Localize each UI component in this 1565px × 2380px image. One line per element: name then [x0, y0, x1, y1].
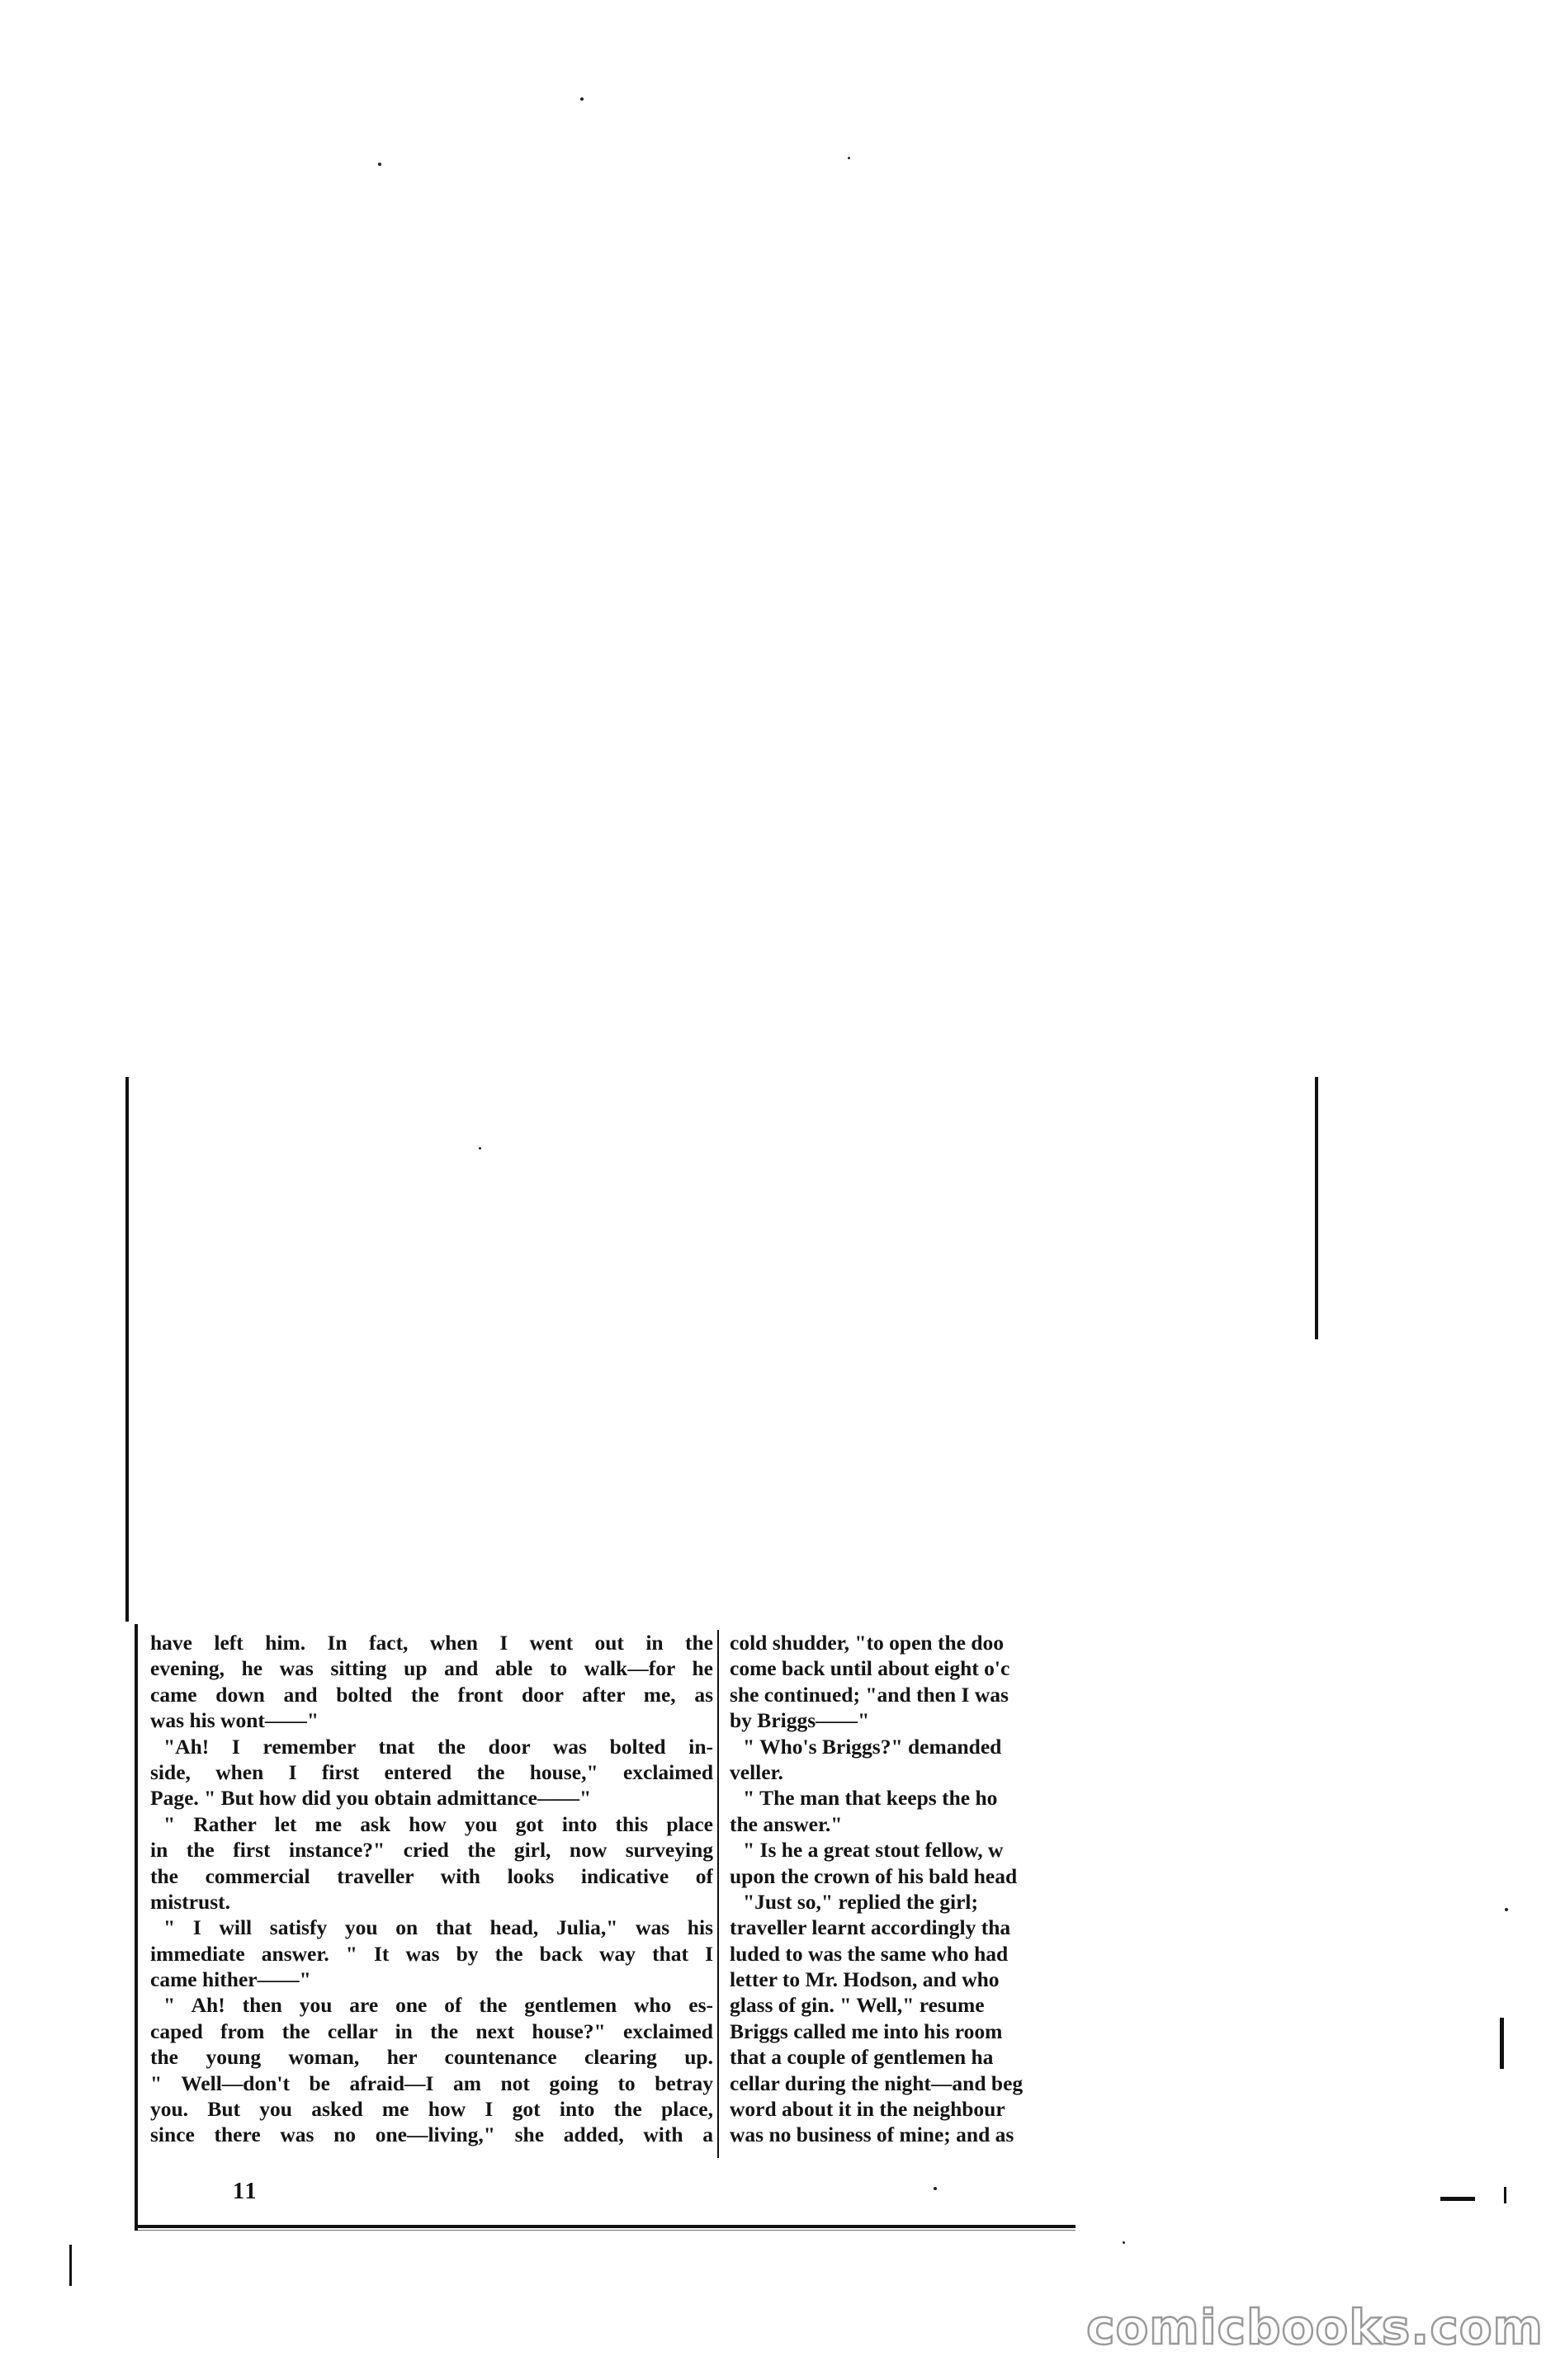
text-line: the answer."	[730, 1811, 843, 1836]
text-line: " Who's Briggs?" demanded	[743, 1734, 1002, 1759]
text-line: in the first instance?" cried the girl, now surveying	[150, 1838, 713, 1863]
margin-mark	[1440, 2197, 1475, 2201]
text-line: " The man that keeps the ho	[743, 1786, 998, 1811]
text-line: came down and bolted the front door after me, as	[150, 1682, 713, 1707]
scan-speck	[378, 163, 381, 166]
margin-mark	[69, 2245, 72, 2286]
scan-speck	[580, 97, 584, 101]
text-line: glass of gin. " Well," resume	[730, 1993, 985, 2018]
text-line: Briggs called me into his room	[730, 2019, 1003, 2043]
text-line: upon the crown of his bald head	[730, 1863, 1018, 1888]
text-line: luded to was the same who had	[730, 1941, 1009, 1966]
text-line: letter to Mr. Hodson, and who	[730, 1967, 1000, 1992]
text-line: by Briggs——"	[730, 1708, 870, 1733]
text-line: traveller learnt accordingly tha	[730, 1915, 1011, 1940]
page-number: 11	[233, 2179, 258, 2204]
scan-speck	[479, 1147, 481, 1150]
text-line: came hither——"	[150, 1967, 311, 1992]
text-line: the commercial traveller with looks indicative of	[150, 1863, 713, 1888]
text-line: mistrust.	[150, 1889, 231, 1914]
text-column-right	[730, 1630, 1075, 2148]
text-line: come back until about eight o'c	[730, 1656, 1010, 1681]
text-line: have left him. In fact, when I went out in the	[150, 1631, 713, 1655]
margin-mark	[1504, 2187, 1506, 2203]
text-line: was no business of mine; and as	[730, 2123, 1014, 2147]
text-line: Page. " But how did you obtain admittance——"	[150, 1786, 592, 1811]
text-line: immediate answer. " It was by the back way that I	[150, 1941, 713, 1966]
scan-speck	[934, 2187, 937, 2190]
column-divider	[717, 1630, 719, 2158]
left-border-rule-lower	[135, 1624, 138, 2231]
text-line: cold shudder, "to open the doo	[730, 1631, 1005, 1655]
text-line: caped from the cellar in the next house?" exclaimed	[150, 2019, 713, 2043]
text-line: side, when I first entered the house," exclaimed	[150, 1759, 713, 1784]
text-line: she continued; "and then I was	[730, 1682, 1009, 1707]
text-line: evening, he was sitting up and able to walk—for he	[150, 1656, 713, 1681]
scan-speck	[848, 157, 850, 159]
left-border-rule	[125, 1077, 129, 1622]
right-border-rule	[1315, 1077, 1318, 1339]
bottom-border-rule	[135, 2225, 1076, 2228]
text-line: " Ah! then you are one of the gentlemen who es-	[163, 1993, 713, 2018]
text-line: you. But you asked me how I got into the place,	[150, 2097, 713, 2122]
text-line: word about it in the neighbour	[730, 2097, 1005, 2122]
text-line: " Rather let me ask how you got into this place	[163, 1811, 713, 1836]
text-line: "Ah! I remember tnat the door was bolted in-	[163, 1734, 713, 1759]
text-line: " I will satisfy you on that head, Julia," was his	[163, 1915, 713, 1940]
text-line: the young woman, her countenance clearing up.	[150, 2045, 713, 2070]
text-line: that a couple of gentlemen ha	[730, 2045, 994, 2070]
scan-speck	[1505, 1908, 1508, 1911]
scan-speck	[1123, 2241, 1125, 2244]
text-line: since there was no one—living," she added, with a	[150, 2123, 713, 2147]
watermark-logo: comicbooks.com	[1086, 2299, 1544, 2355]
text-line: was his wont——"	[150, 1708, 319, 1733]
text-line: " Well—don't be afraid—I am not going to betray	[150, 2071, 713, 2095]
text-column-left	[150, 1630, 713, 2148]
bottom-border-rule-thin	[135, 2230, 1076, 2231]
text-line: cellar during the night—and beg	[730, 2071, 1024, 2095]
text-line: veller.	[730, 1759, 783, 1784]
margin-mark	[1500, 2018, 1504, 2069]
text-line: " Is he a great stout fellow, w	[743, 1838, 1004, 1863]
text-line: "Just so," replied the girl;	[743, 1889, 978, 1914]
